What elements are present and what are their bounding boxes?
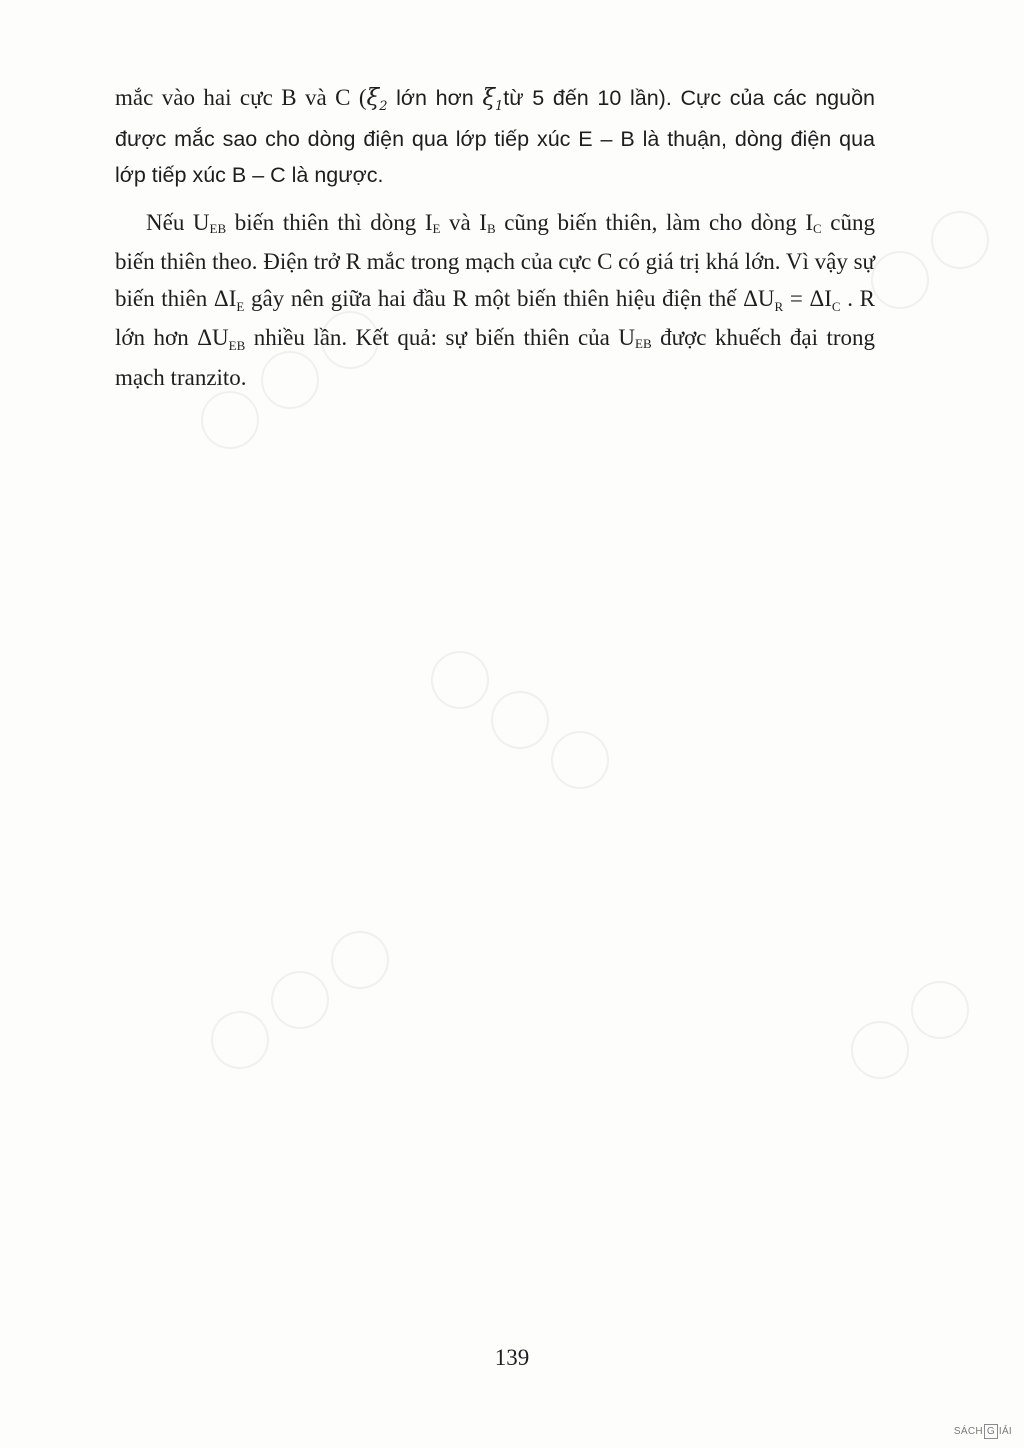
text-run: lớn hơn [387,86,483,110]
delta-ur-formula: $\Delta U_R = \Delta I_C$ [743,285,841,314]
body-text [115,80,875,396]
text-run: và I [440,209,487,235]
text-run: biến thiên thì dòng I [226,209,433,235]
text-run: từ 5 đến 10 lần). Cực của các nguồn được mắc sao cho dòng điện qua lớp tiếp xúc E – B là thuận, dòng điện qua lớp tiếp xúc B – C là ngược. [115,86,875,187]
subscript: C [813,220,822,236]
subscript: EB [635,336,652,351]
subscript: EB [209,220,227,236]
delta-ueb-formula: $\Delta U_{EB}$ [197,325,246,353]
page-number: 139 [494,1345,530,1370]
paragraph-1 [115,80,875,194]
text-run: cũng biến thiên theo. Điện trở R mắc trong mạch của cực C có giá trị khá lớn. Vì vậy sự biến thiên [115,209,875,311]
text-run: . R lớn hơn [115,285,875,350]
brand-logo [954,1424,1012,1439]
paragraph-2 [115,205,875,397]
delta-ie-formula: $\Delta I_E$ [213,285,245,314]
xi-1-symbol: $\xi_1$ [482,85,504,114]
subscript: E [432,220,441,236]
text-run: nhiều lần. Kết quả: sự biến thiên của U [245,325,635,350]
text-run: Nếu U [146,209,210,235]
brand-text-left: SÁCH [953,1426,983,1437]
brand-text-right: IẢI [998,1426,1012,1437]
subscript: B [486,220,496,236]
text-run: được khuếch đại trong mạch tranzito. [115,325,876,390]
brand-box-letter: G [984,1424,998,1439]
text-run: gây nên giữa hai đầu R một biến thiên hiệu điện thế [244,285,744,311]
text-run: cũng biến thiên, làm cho dòng I [495,209,814,235]
xi-2-symbol: $\xi_2$ [366,85,388,114]
text-run: mắc vào hai cực B và C ( [115,85,367,110]
